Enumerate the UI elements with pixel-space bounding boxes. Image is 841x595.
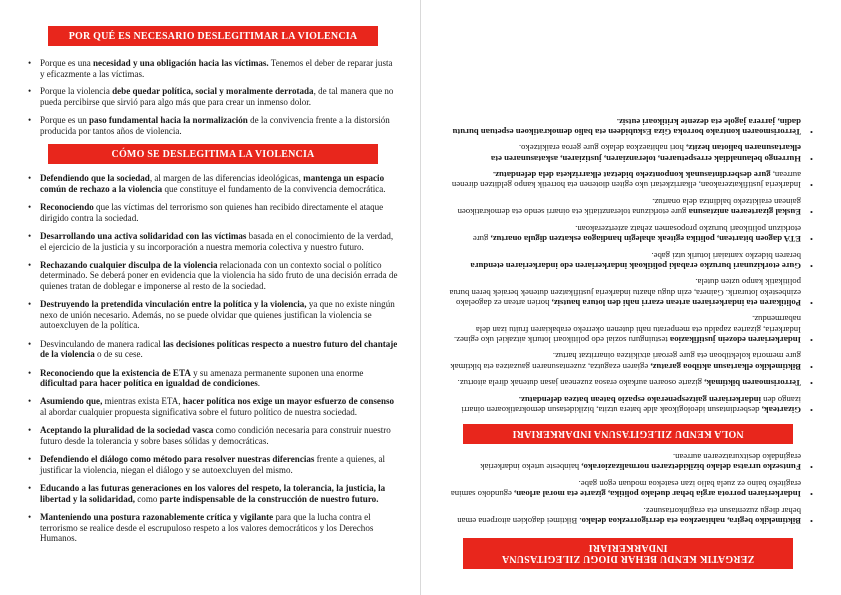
- text: mientras exista ETA,: [102, 396, 183, 407]
- list-item: [443, 170, 813, 190]
- bold-text: Funtsezko urratsa delako bizikidetzaren normalizaziorako,: [581, 462, 801, 473]
- list-item: [28, 512, 398, 544]
- bold-text: Euskal gizartearen aniztasuna: [688, 207, 801, 218]
- list-item: [443, 378, 813, 388]
- text: testuinguru sozial edo politikoari loturik aitzakiel uko eginez. Indarkeria, gizartea zapaldu eta menperatu nahi dutenen okerreko erabakiaren fruitu izan dela nabarmenduz.: [453, 314, 801, 345]
- list-item: [443, 277, 813, 308]
- bold-text: Biktimekiko elkartasun aktiboa garatuz,: [650, 361, 801, 372]
- bold-text: dificultad para hacer política en igualdad de condiciones: [40, 378, 258, 389]
- basque-panel-rotated: [421, 0, 841, 595]
- text: Porque es un: [40, 114, 89, 125]
- text: beraren bidezko xantaiari loturik utzi gabe.: [651, 250, 801, 261]
- text: [775, 117, 777, 127]
- bold-text: hacer política nos exige un mayor esfuerzo de consenso: [182, 396, 395, 407]
- bold-text: indarkeriaren gaitzespenerako espazio batean batzea defendatuz.: [518, 394, 761, 405]
- bold-text: Reconociendo: [40, 202, 94, 213]
- bold-text: Asumiendo que,: [40, 396, 103, 407]
- text: y su amenaza permanente suponen una enorme: [190, 367, 364, 378]
- bold-text: Gure etorkizunari buruzko erabaki politikoak indarkeriaren edo indarkeriaren etendura: [470, 260, 801, 271]
- list-item: [28, 86, 398, 107]
- bold-text: parte indispensable de la construcción de nuestro futuro.: [159, 493, 379, 504]
- list-item: [28, 115, 398, 136]
- text: horien artean ez dagoelako ezinbesteko loturarik. Gainera, ezin dugu ahaztu indarkeria justifikatzen dutenek beraiek beren burua politikatik kanpo uzten dutela.: [449, 277, 801, 308]
- text: que constituye el fundamento de la convivencia democrática.: [162, 183, 386, 194]
- text: gure etorkizun politikoari buruzko proposamen zehatz aztertzerakoan.: [472, 223, 801, 245]
- list-item: [443, 395, 813, 415]
- list-item: [28, 299, 398, 331]
- heading-zergatik: ZERGATIK KENDU BEHAR DIOGU ZILEGITASUNA INDARKERIARI: [463, 538, 793, 569]
- text: Porque la violencia: [40, 86, 113, 97]
- text: de la convivencia frente a la distorsión producida por tantos años de violencia.: [40, 114, 390, 136]
- text: que las víctimas del terrorismo son quienes han recibido directamente el ataque dirigido contra la sociedad.: [40, 202, 384, 223]
- text: Tenemos el deber de reparar justa y eficazmente a las víctimas.: [40, 58, 393, 79]
- bold-text: Indarkeriaren edozein justifikazioa: [669, 334, 801, 345]
- bold-text: mantenga un espacio común de rechazo a la violencia: [40, 173, 385, 194]
- why-list: [28, 58, 398, 136]
- text: hori nahitaezkoa delako gure geroa eraikitzeko.: [518, 143, 687, 154]
- bold-text: Hurrengo belaunaldiak errespetuaren, toleranziaren, justiziaren, askatasunaren eta elkartasunaren baliotan hezitz,: [490, 143, 801, 164]
- bold-text: ETA dagoen bitartean, politika egiteak ahalegin handiagoa eskatzen digula onartuz,: [490, 234, 801, 245]
- text: hainbeste urteko indarkeriak eragindako desitxuratzearen aurrean.: [480, 452, 801, 473]
- list-item: [28, 339, 398, 360]
- bold-text: debe quedar política, social y moralmente derrotada: [112, 86, 314, 97]
- heading-why-delegitimize: POR QUÉ ES NECESARIO DESLEGITIMAR LA VIOLENCIA: [48, 26, 378, 46]
- text: gure etorkizuna toleranztiatik eta oinarri sendo eta demokratikoen gainean eraikitzeko baldintza dela onartuz.: [457, 197, 801, 218]
- bold-text: Defendiendo el diálogo como método para resolver nuestras diferencias: [40, 454, 315, 465]
- text: o de su cese.: [94, 349, 143, 360]
- bold-text: Indarkeriaren porrota argia behar duelako politika, gizarte eta moral arloan,: [514, 489, 801, 500]
- heading-how-delegitimize: CÓMO SE DESLEGITIMA LA VIOLENCIA: [48, 144, 378, 164]
- list-item: [28, 173, 398, 194]
- text: para que la lucha contra el terrorismo se realice desde el escrupuloso respeto a los valores democráticos y los Derechos Humanos.: [40, 511, 374, 544]
- bold-text: Destruyendo la pretendida vinculación entre la política y la violencia,: [40, 299, 307, 310]
- list-item: [443, 314, 813, 345]
- bold-text: Rechazando cualquier disculpa de la violencia: [40, 259, 218, 270]
- text: como condición necesaria para construir nuestro futuro desde la tolerancia y sobre bases sólidas y democráticas.: [40, 425, 391, 446]
- list-item: [28, 231, 398, 252]
- list-item: [28, 483, 398, 504]
- bold-text: las decisiones políticas respecto a nuestro futuro del chantaje de la violencia: [40, 338, 398, 360]
- list-item: [28, 454, 398, 475]
- basque-panel: [421, 0, 841, 595]
- list-item: [443, 506, 813, 526]
- text: egiaren ezagutza, zuzentasunaren gauzatzea eta biktimak gure memoria kolektiboan eta gure geroari atxikitzea oinarritzat hartuz.: [450, 351, 801, 372]
- list-item: [443, 351, 813, 371]
- text: al abordar cualquier propuesta significativa sobre el futuro político de nuestra sociedad.: [40, 407, 358, 418]
- text: , al margen de las diferencias ideológicas,: [149, 173, 304, 184]
- list-item: [443, 224, 813, 244]
- text: basada en el conocimiento de la verdad, el ejercicio de la justicia y su incorporación a nuestra memoria colectiva y nuestro futuro.: [40, 230, 394, 252]
- text: , de tal manera que no pueda percibirse que sirvió para algo más que para crear un inmenso dolor.: [40, 86, 394, 108]
- heading-nola: NOLA KENDU ZILEGITASUNA INDARKERIARI: [463, 424, 793, 444]
- list-item: [28, 58, 398, 79]
- list-item: [28, 202, 398, 223]
- text: gizarte osoaren aurkako erasoa zuzenean jasan dutenak direla aitortuz.: [457, 378, 705, 389]
- list-item: [443, 143, 813, 163]
- list-item: [443, 452, 813, 472]
- bold-text: Educando a las futuras generaciones en los valores del respeto, la tolerancia, la justicia, la libertad y la solidaridad,: [40, 483, 386, 504]
- list-item: [28, 396, 398, 417]
- bold-text: gure desberdintasunak konpontzeko bidetzat elkarrizketa dela defendatuz.: [492, 170, 771, 181]
- text: Biktimei dagokien aitorpena eman behar diegu zuzentasun eta eraginkortasunez.: [457, 505, 801, 526]
- text: relacionada con un contexto social o político determinado. Se deberá poner en evidencia que la violencia ha sido fruto de una decisión errada de quienes tratan de doblegar e imponerse al resto de la sociedad.: [40, 259, 398, 291]
- bold-text: Manteniendo una postura razonablemente crítica y vigilante: [40, 511, 274, 522]
- bold-text: Terrorismoaren biktimak,: [704, 378, 801, 389]
- text: ya que no existe ningún nexo de unión necesario. Además, no se puede olvidar que quienes justifican la violencia se autoexcluyen de la política.: [40, 299, 395, 331]
- text: como: [135, 493, 160, 504]
- list-item: [28, 425, 398, 446]
- list-item: [28, 368, 398, 389]
- list-item: [443, 479, 813, 499]
- text: desberdintasun ideologikoak alde batera utzita, bizikidetasun demokratikoaren oinarri izango den: [461, 394, 801, 415]
- bold-text: Gizarteak,: [761, 405, 801, 415]
- bold-text: Terrorismoaren kontrako borroka Giza Eskubideen eta balio demokratikoen espetuan burutu dadin,: [452, 116, 801, 137]
- list-item: [28, 260, 398, 292]
- bold-text: paso fundamental hacia la normalización: [89, 114, 248, 125]
- text: frente a quienes, al justificar la violencia, niegan el diálogo y se autoexcluyen del mismo.: [40, 454, 385, 475]
- bold-text: Politikaren eta indarkeriaren artean ezarri nahi den lotura hautsiz,: [551, 297, 801, 308]
- bold-text: necesidad y una obligación hacia las víctimas.: [93, 58, 269, 68]
- text: Indarkeria justifikatzerakoan, elkarrizketari uko egiten diotenen eta horretik kanpo gelditzen direnen aurrean,: [451, 170, 801, 191]
- bold-text: Biktimekiko begira, nahitaezkoa eta derrigorrezkoa delako.: [579, 516, 801, 526]
- text: egundoko samina eragiteko baino ez zuela balio izan esatekoa moduan egon gabe.: [450, 479, 801, 500]
- list-item: [443, 250, 813, 270]
- list-item: [443, 116, 813, 136]
- bold-text: Reconociendo que la existencia de ETA: [40, 367, 191, 378]
- list-item: [443, 197, 813, 217]
- text: Porque es una: [40, 58, 94, 68]
- bold-text: Desarrollando una activa solidaridad con las víctimas: [40, 230, 247, 241]
- text: Desvinculando de manera radical: [40, 338, 164, 349]
- spanish-panel: [0, 0, 420, 595]
- text: .: [257, 378, 260, 389]
- bold-text: Defendiendo que la sociedad: [40, 173, 150, 184]
- how-list: [28, 173, 398, 544]
- bold-text: Aceptando la pluralidad de la sociedad vasca: [40, 425, 214, 436]
- zergatik-list: [443, 452, 813, 526]
- bold-text: jarrera jagole eta dezente kritikoari eutsiz.: [616, 116, 776, 127]
- nola-list: [443, 116, 813, 415]
